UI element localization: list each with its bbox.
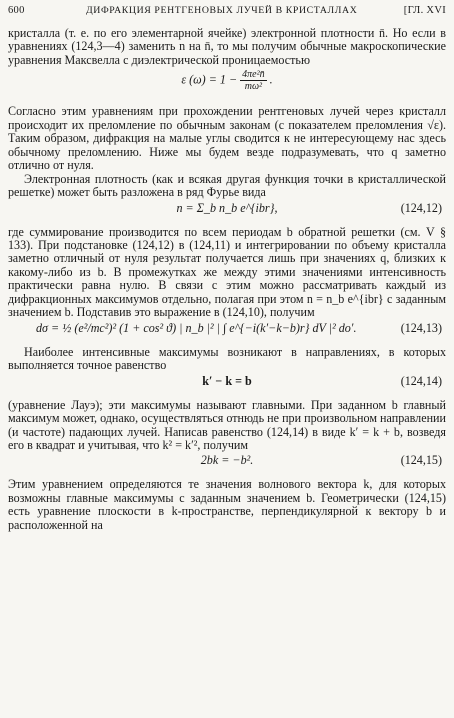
running-title: ДИФРАКЦИЯ РЕНТГЕНОВЫХ ЛУЧЕЙ В КРИСТАЛЛАХ xyxy=(86,5,358,16)
equation-laue xyxy=(8,375,446,397)
paragraph-1: кристалла (т. е. по его элементарной ячейке) электронной плотности n̄. Но если в уравнениях (124,3—4) заменить n на n̄, то мы получим обычные макроскопические уравнения Максвелла с диэлектрической проницаемостью xyxy=(8,26,446,67)
equation-plane-number: (124,15) xyxy=(400,453,442,468)
paragraph-7: Этим уравнением определяются те значения волнового вектора k, для которых возможны главные максимумы с заданным значением b. Геометрически (124,15) есть уравнение плоскости в k-пространстве, перпендикулярной к вектору b и расположенной на xyxy=(8,477,446,532)
chapter-label: [ГЛ. XVI xyxy=(403,5,446,16)
equation-epsilon-lhs: ε (ω) = 1 − xyxy=(181,72,238,87)
paragraph-5: Наиболее интенсивные максимумы возникают в направлениях, в которых выполняется точное равенство xyxy=(8,344,446,373)
equation-plane-formula: 2bk = −b². xyxy=(200,453,254,468)
paragraph-6: (уравнение Лауэ); эти максимумы называют главными. При заданном b главный максимум может, однако, осуществляться отнюдь не при произвольном направлении (и частоте) падающих лучей. Написав равенство (124,14) в виде k′ = k + b, возведя его в квадрат и учитывая, что k² = k′², получим xyxy=(8,397,446,452)
paragraph-3: Электронная плотность (как и всякая другая функция точки в кристаллической решетке) может быть разложена в ряд Фурье вида xyxy=(8,171,446,200)
paragraph-4: где суммирование производится по всем периодам b обратной решетки (см. V § 133). При подстановке (124,12) в (124,11) и интегрировании по объему кристалла заметно отличный от нуля результат получается лишь при значениях q, близких к какому-либо из b. В промежутках же между этими значениями интенсивность практически равна нулю. В связи с этим можно рассматривать каждый из дифракционных максимумов отдельно, полагая при этом n = n_b e^{ibr} с заданным значением b. Подставив это выражение в (124,10), получим xyxy=(8,224,446,320)
equation-dsigma-formula: dσ = ½ (e²/mc²)² (1 + cos² ϑ) | n_b |² | ∫ e^{−i(k′−k−b)r} dV |² do′. xyxy=(36,320,357,335)
page-body xyxy=(8,27,446,532)
equation-epsilon-fraction xyxy=(240,69,266,92)
fraction-denominator: mω² xyxy=(244,81,263,93)
equation-plane xyxy=(8,454,446,476)
equation-dsigma-number: (124,13) xyxy=(400,320,442,335)
running-header xyxy=(8,5,446,19)
equation-fourier xyxy=(8,202,446,224)
equation-fourier-number: (124,12) xyxy=(400,200,442,215)
equation-fourier-formula: n = Σ_b n_b e^{ibr}, xyxy=(176,200,278,215)
equation-dsigma xyxy=(8,322,446,344)
fraction-numerator: 4πe²n̄ xyxy=(242,69,265,81)
page-number: 600 xyxy=(8,5,25,16)
paragraph-2: Согласно этим уравнениям при прохождении рентгеновых лучей через кристалл происходит их преломление по обычным законам (с показателем преломления √ε). Таким образом, дифракция на малые углы сводится к не интересующему нас здесь обычному преломлению. Ниже мы будем везде подразумевать, что q заметно отлично от нуля. xyxy=(8,104,446,173)
equation-laue-number: (124,14) xyxy=(400,373,442,388)
equation-epsilon xyxy=(8,69,446,103)
equation-laue-formula: k′ − k = b xyxy=(202,373,252,388)
equation-epsilon-end: . xyxy=(269,72,273,87)
